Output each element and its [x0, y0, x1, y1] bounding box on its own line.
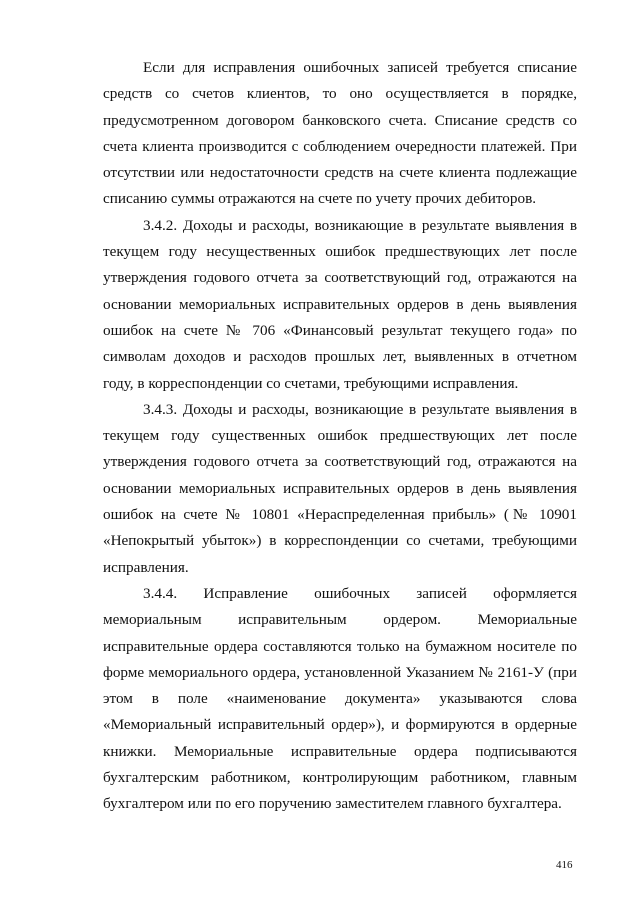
- page-number: 416: [556, 859, 573, 871]
- paragraph-3-4-2: 3.4.2. Доходы и расходы, возникающие в результате выявления в текущем году несущественных ошибок предшествующих лет после утверждения годового отчета за соответствующий год, отражаются на основании мемориальных исправительных ордеров в день выявления ошибок на счете № 706 «Финансовый результат текущего года» по символам доходов и расходов прошлых лет, выявленных в отчетном году, в корреспонденции со счетами, требующими исправления.: [103, 216, 577, 392]
- paragraph-3-4-3: 3.4.3. Доходы и расходы, возникающие в результате выявления в текущем году существенных ошибок предшествующих лет после утверждения годового отчета за соответствующий год, отражаются на основании мемориальных исправительных ордеров в день выявления ошибок на счете № 10801 «Нераспределенная прибыль» (№ 10901 «Непокрытый убыток») в корреспонденции со счетами, требующими исправления.: [103, 400, 577, 576]
- paragraph-3-4-4: 3.4.4. Исправление ошибочных записей оформляется мемориальным исправительным ордером. Мемориальные исправительные ордера составляются только на бумажном носителе по форме мемориального ордера, установленной Указанием № 2161-У (при этом в поле «наименование документа» указываются слова «Мемориальный исправительный ордер»), и формируются в ордерные книжки. Мемориальные исправительные ордера подписываются бухгалтерским работником, контролирующим работником, главным бухгалтером или по его поручению заместителем главного бухгалтера.: [103, 584, 577, 813]
- body-text: [103, 55, 577, 818]
- paragraph-debit-clients: Если для исправления ошибочных записей требуется списание средств со счетов клиентов, то оно осуществляется в порядке, предусмотренном договором банковского счета. Списание средств со счета клиента производится с соблюдением очередности платежей. При отсутствии или недостаточности средств на счете клиента подлежащие списанию суммы отражаются на счете по учету прочих дебиторов.: [103, 59, 577, 208]
